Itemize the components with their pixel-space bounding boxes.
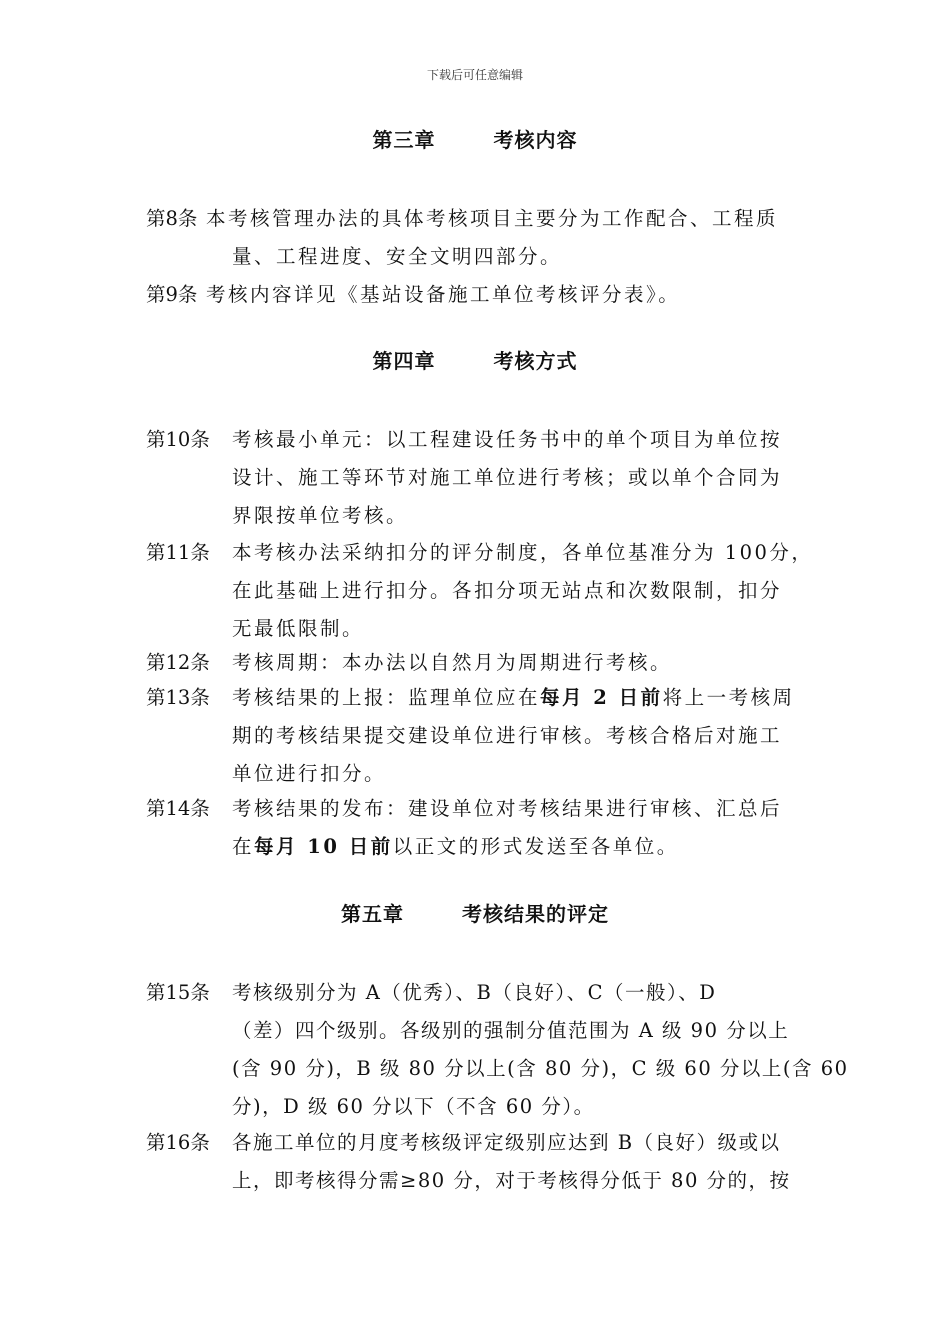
article-line: (含 90 分)，B 级 80 分以上(含 80 分)，C 级 60 分以上(含 60 (232, 1057, 849, 1080)
article-line (232, 828, 679, 866)
article-line: 在此基础上进行扣分。各扣分项无站点和次数限制，扣分 (232, 579, 783, 602)
article-line: 量、工程进度、安全文明四部分。 (232, 245, 563, 268)
article-line: 考核结果的发布：建设单位对考核结果进行审核、汇总后 (232, 797, 783, 820)
chapter-5-heading (0, 898, 950, 927)
chapter-title: 考核结果的评定 (462, 902, 609, 926)
deadline-emphasis: 每月 10 日前 (254, 835, 393, 858)
chapter-label: 第五章 (341, 902, 404, 926)
article-line: 分)，D 级 60 分以下（不含 60 分）。 (232, 1095, 595, 1118)
chapter-3-heading (0, 124, 950, 153)
article-label: 第16条 (146, 1131, 210, 1154)
article-line: 本考核办法采纳扣分的评分制度，各单位基准分为 100分， (232, 541, 814, 564)
text-run: 在 (232, 835, 255, 858)
article-line: 本考核管理办法的具体考核项目主要分为工作配合、工程质 (206, 207, 779, 230)
header-note: 下载后可任意编辑 (426, 68, 523, 82)
deadline-emphasis: 每月 2 日前 (540, 686, 663, 709)
article-line: 期的考核结果提交建设单位进行审核。考核合格后对施工 (232, 724, 783, 747)
text-run: 以正文的形式发送至各单位。 (392, 835, 679, 858)
article-line: 考核最小单元：以工程建设任务书中的单个项目为单位按 (232, 428, 783, 451)
article-line: 各施工单位的月度考核级评定级别应达到 B（良好）级或以 (232, 1131, 781, 1154)
article-label: 第10条 (146, 428, 210, 451)
chapter-title: 考核方式 (493, 349, 578, 373)
article-label: 第11条 (146, 541, 210, 564)
article-label: 第15条 (146, 981, 210, 1004)
article-line: 界限按单位考核。 (232, 504, 409, 527)
article-label: 第14条 (146, 797, 210, 820)
chapter-label: 第四章 (372, 349, 436, 373)
article-label: 第8条 (146, 207, 198, 230)
article-line: 设计、施工等环节对施工单位进行考核；或以单个合同为 (232, 466, 783, 489)
article-label: 第13条 (146, 686, 210, 709)
article-line (232, 679, 795, 717)
article-line: 考核内容详见《基站设备施工单位考核评分表》。 (206, 283, 681, 306)
chapter-label: 第三章 (372, 128, 436, 152)
article-label: 第12条 (146, 651, 210, 674)
chapter-title: 考核内容 (493, 128, 578, 152)
chapter-4-heading (0, 345, 950, 374)
article-line: 考核级别分为 A（优秀）、B（良好）、C（一般）、D (232, 981, 717, 1004)
article-line: （差）四个级别。各级别的强制分值范围为 A 级 90 分以上 (232, 1019, 790, 1042)
text-run: 将上一考核周 (662, 686, 795, 709)
article-line: 考核周期：本办法以自然月为周期进行考核。 (232, 651, 673, 674)
article-label: 第9条 (146, 283, 198, 306)
text-run: 考核结果的上报：监理单位应在 (232, 686, 541, 709)
article-line: 无最低限制。 (232, 617, 365, 640)
article-line: 单位进行扣分。 (232, 762, 387, 785)
article-line: 上，即考核得分需≥80 分，对于考核得分低于 80 分的，按 (232, 1169, 791, 1192)
